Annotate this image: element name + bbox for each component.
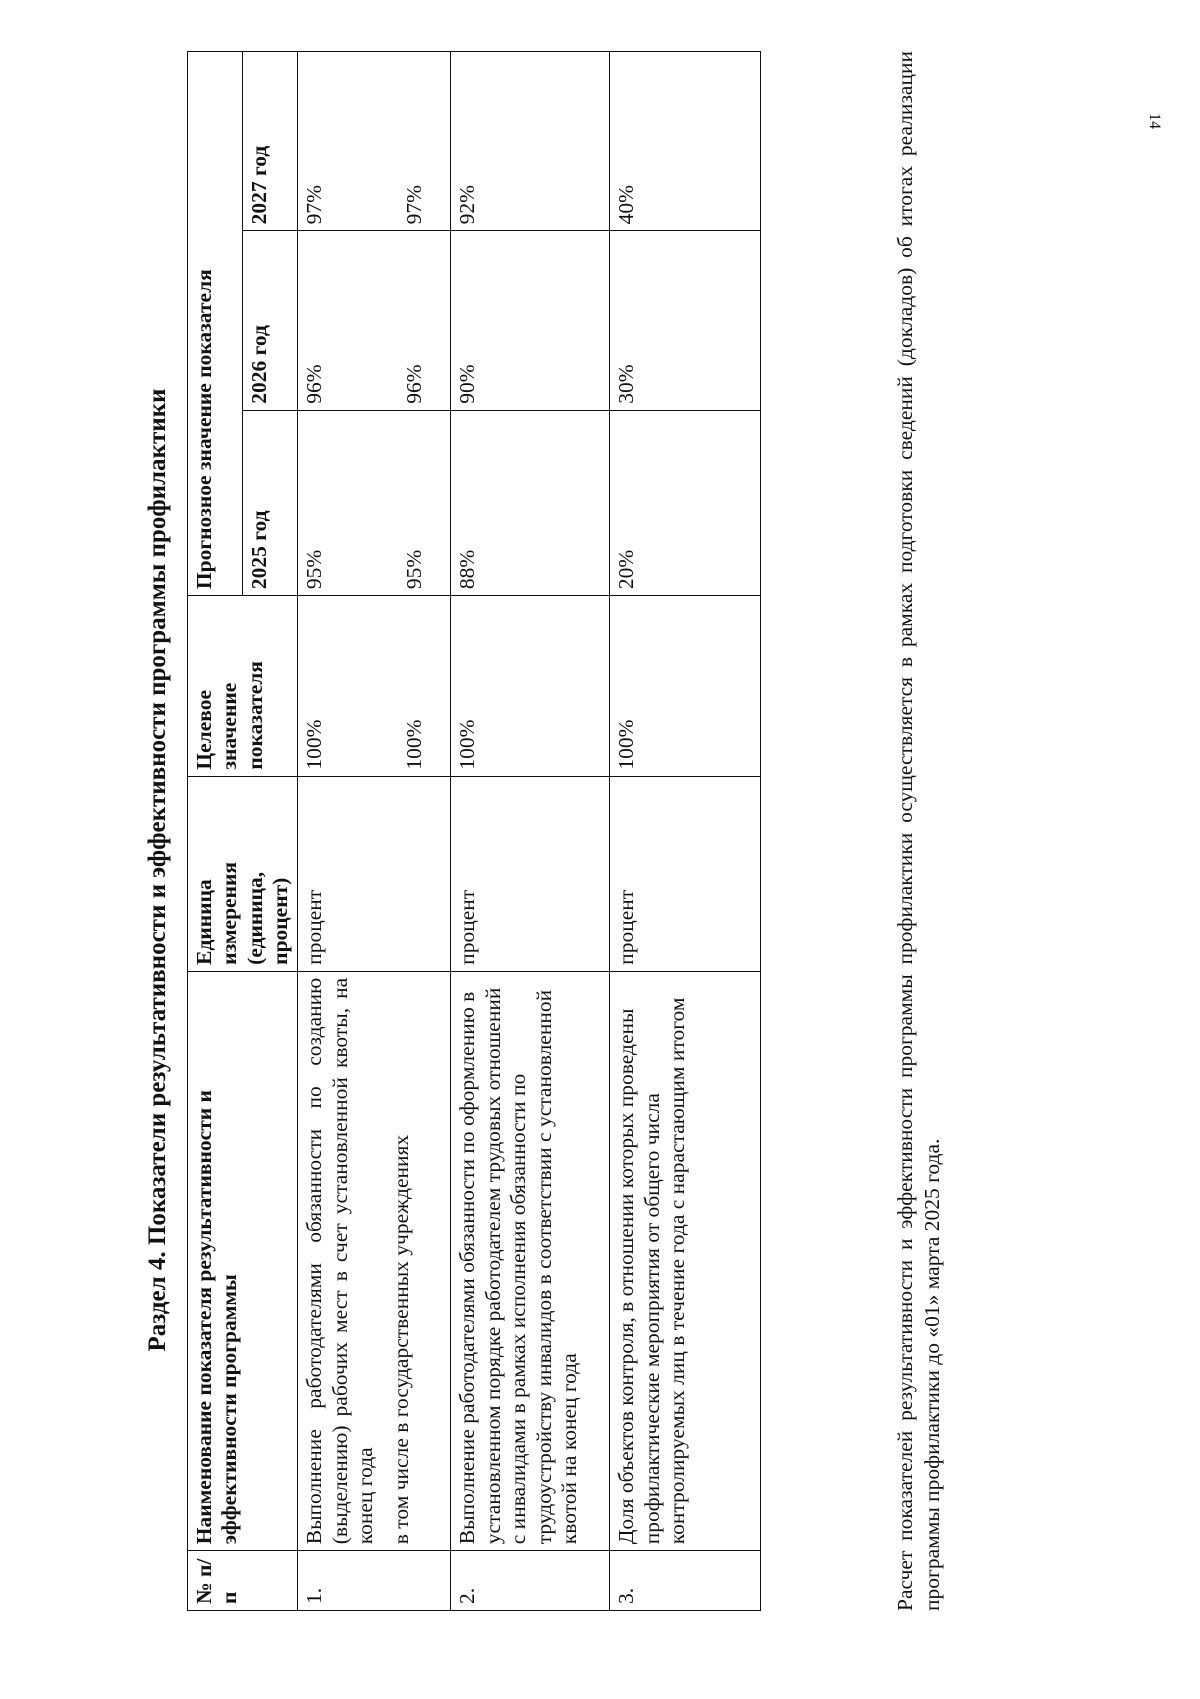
row-target: 100% (610, 596, 761, 777)
row-value-2026: 96% (302, 364, 327, 404)
header-name: Наименование показателя результативности и эффективности программы (188, 971, 298, 1550)
row-unit: процент (298, 776, 451, 971)
indicators-table (187, 51, 761, 1611)
row-value-2025: 20% (610, 410, 761, 595)
rotated-page-content (130, 45, 1190, 1665)
table-row (298, 52, 451, 1611)
row-value-2027: 40% (610, 52, 761, 231)
header-num: № п/п (188, 1551, 298, 1611)
row-value-2026-cell (298, 231, 451, 410)
row-num: 2. (451, 1551, 610, 1611)
table-row (610, 52, 761, 1611)
row-target: 100% (302, 719, 327, 770)
header-year-2027: 2027 год (243, 52, 298, 231)
row-value-2025: 95% (302, 549, 327, 590)
row-unit: процент (610, 776, 761, 971)
row-value-2027: 92% (451, 52, 610, 231)
row-target: 100% (451, 596, 610, 777)
row-sub-value-2027: 97% (401, 184, 426, 225)
row-sub-name: в том числе в государственных учреждениях (388, 1134, 413, 1545)
section-title: Раздел 4. Показатели результативности и эффективности программы профилактики (144, 388, 171, 1352)
header-row-top (188, 52, 243, 1611)
header-target: Целевое значение показателя (188, 596, 298, 777)
table-row (451, 52, 610, 1611)
row-name-cell (298, 971, 451, 1550)
header-year-2025: 2025 год (243, 410, 298, 595)
header-unit: Единица измерения (единица, процент) (188, 776, 298, 971)
row-num: 1. (298, 1551, 451, 1611)
row-value-2027-cell (298, 52, 451, 231)
row-value-2026: 30% (610, 231, 761, 410)
page-number: 14 (1146, 113, 1163, 129)
row-value-2025: 88% (451, 410, 610, 595)
row-name: Доля объектов контроля, в отношении которых проведены профилактические мероприятия от общего числа контролируемых лиц в течение года с нарастающим итогом (610, 971, 761, 1550)
row-unit: процент (451, 776, 610, 971)
row-value-2026: 90% (451, 231, 610, 410)
row-sub-value-2026: 96% (401, 364, 426, 404)
header-year-2026: 2026 год (243, 231, 298, 410)
header-forecast: Прогнозное значение показателя (188, 52, 243, 596)
row-sub-target: 100% (401, 719, 426, 770)
row-num: 3. (610, 1551, 761, 1611)
row-name: Выполнение работодателями обязанности по оформлению в установленном порядке работодателем трудовых отношений с инвалидами в рамках исполнения обязанности по трудоустройству инвалидов в соответствии с установленной квотой на конец года (451, 971, 610, 1550)
row-target-cell (298, 596, 451, 777)
row-value-2025-cell (298, 410, 451, 595)
row-name: Выполнение работодателями обязанности по созданию (выделению) рабочих мест в счет установленной квоты, на конец года (302, 977, 378, 1545)
footnote: Расчет показателей результативности и эффективности программы профилактики осуществляется в рамках подготовки сведений (докладов) об итогах реализации программы профилактики до «01» марта 2025 года. (893, 51, 944, 1611)
row-value-2027: 97% (302, 184, 327, 225)
row-sub-value-2025: 95% (401, 549, 426, 590)
